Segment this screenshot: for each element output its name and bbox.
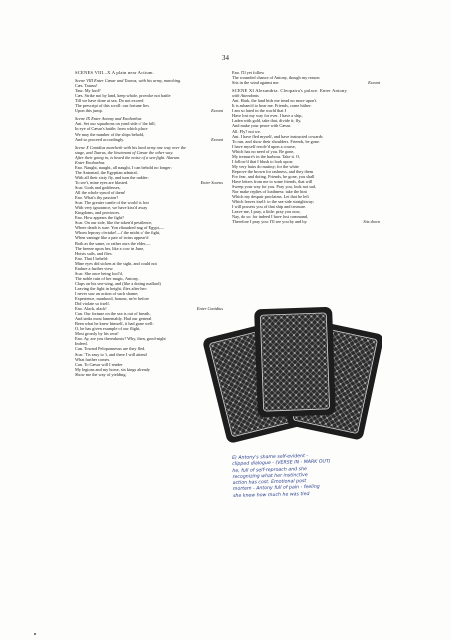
stage-cue: Exeunt xyxy=(211,136,223,142)
line-text: Till we have done at sea. Do not exceed xyxy=(75,98,144,104)
line-text: Most grossly by his own! xyxy=(75,331,119,337)
text-line xyxy=(232,80,380,85)
line-text: Sits in the wind against me. xyxy=(232,80,280,86)
line-text: Eno. That I beheld: xyxy=(75,255,109,261)
stage-cue: Exeunt xyxy=(211,108,223,114)
line-text: Reprove the brown for rashness, and they them xyxy=(232,168,314,174)
line-text: Eno. Ay, are you thereabouts? Why, then, good-night xyxy=(75,336,166,342)
line-text: Whom leprosy o'ertake!—i' the midst o' the fight, xyxy=(75,230,161,236)
line-text: Mine eyes did sicken at the sight, and could not xyxy=(75,260,157,266)
line-text: All the whole synod of them! xyxy=(75,190,126,196)
line-text: Eno. What's thy passion? xyxy=(75,195,119,201)
line-text: Sweep your way for you. Pray you, look not sad, xyxy=(232,184,317,190)
line-text: Kingdoms, and provinces. xyxy=(75,210,121,216)
line-text: What further comes. xyxy=(75,356,111,362)
line-text: Scene IX Enter Antony and Enobarbus xyxy=(75,116,142,122)
note-line: he, full of self-reproach and she xyxy=(232,466,307,474)
line-text: Did violate so itself. xyxy=(75,301,110,307)
line-text: Ant. Set our squadrons on yond side o' the hill, xyxy=(75,121,156,127)
line-text: Leaving the fight in height, flies after her: xyxy=(75,285,148,291)
line-text: My legions and my horse, six kings already xyxy=(75,366,150,372)
line-text: Eno. I'll yet follow xyxy=(232,70,265,75)
line-text: Nor make replies of loathness: take the hint xyxy=(232,189,307,195)
line-text: Scar. On our side, like the token'd pestilence, xyxy=(75,220,153,226)
line-text: Experience, manhood, honour, ne'er before xyxy=(75,296,149,302)
line-text: Scar. 'Tis easy to 't, and there I will attend xyxy=(75,351,147,357)
text-line xyxy=(232,219,380,224)
stage-cue: Enter Scarus xyxy=(200,179,223,185)
line-text: I am so lated in the world that I xyxy=(232,108,286,114)
line-text: Taur. My lord? xyxy=(75,88,101,94)
note-line: she knew how much he was tied xyxy=(232,491,310,499)
line-text: Indeed. xyxy=(75,341,88,347)
line-text: And make your peace with Cæsar. xyxy=(232,123,291,129)
line-text: We may the number of the ships behold, xyxy=(75,131,145,137)
line-text: It is asham'd to bear me. Friends, come hither: xyxy=(232,103,312,109)
line-text: Hoists sails, and flies. xyxy=(75,250,113,256)
line-text: SCENES VIII.–X A plain near Actium. xyxy=(75,70,155,75)
line-text: After their going in, is heard the noise of a sea-fight. Alarum. xyxy=(75,154,181,160)
line-text: Cæs. Strike not by land, keep whole, provoke not battle xyxy=(75,93,171,99)
line-text: with Attendants xyxy=(232,93,259,99)
line-text: Been what he knew himself, it had gone well: xyxy=(75,321,154,327)
line-text: Scar. She once being loof'd, xyxy=(75,270,123,276)
line-text: O, he has given example of our flight, xyxy=(75,326,141,332)
line-text: Cæs. Taurus! xyxy=(75,83,98,89)
playing-cards-illustration xyxy=(196,300,382,450)
line-text: The prescript of this scroll: our fortune lies xyxy=(75,103,149,109)
note-line: action has cost. Emotional post xyxy=(232,479,307,487)
line-text: The wounded chance of Antony, though my reason xyxy=(232,75,320,81)
line-text: When vantage like a pair of twins appear'd xyxy=(75,235,149,241)
scene-heading xyxy=(75,70,223,75)
line-text: Laden with gold, take that, divide it; fly, xyxy=(232,118,302,124)
right-text-column xyxy=(232,70,380,224)
line-text: Leave me, I pray, a little: pray you now, xyxy=(232,209,301,215)
line-text: Scar. Gods and goddesses, xyxy=(75,184,121,190)
line-text: Where death is sure. Yon ribaudred nag of Egypt,— xyxy=(75,225,165,231)
line-text: Both as the same, or rather ours the elder,— xyxy=(75,240,151,246)
stage-cue: Exeunt xyxy=(368,80,380,86)
line-text: For fear, and doting. Friends, be gone, you shall xyxy=(232,173,315,179)
line-text: All. Fly? not we. xyxy=(232,128,262,134)
line-text: The breeze upon her, like a cow in June, xyxy=(75,245,145,251)
line-text: And sinks most lamentably. Had our general xyxy=(75,316,152,322)
line-text: The Antoniad, the Egyptian admiral, xyxy=(75,169,138,175)
line-text: Upon this jump. xyxy=(75,108,103,114)
line-text: I follow'd that I blush to look upon: xyxy=(232,158,294,164)
text-line xyxy=(75,137,223,142)
line-text: The noble ruin of her magic, Antony, xyxy=(75,275,139,281)
line-text: Eno. How appears the fight? xyxy=(75,215,125,221)
note-line: E) Antony's shame self-evident - xyxy=(232,454,309,461)
text-line xyxy=(75,108,223,113)
card-center xyxy=(254,307,336,418)
line-text: I will possess you of that ship and treasure. xyxy=(232,204,307,210)
line-text: Therefore I pray you: I'll see you by and by. xyxy=(232,219,308,225)
line-text: Claps on his sea-wing, and (like a doting mallard) xyxy=(75,280,161,286)
handwritten-note xyxy=(232,452,398,500)
line-text: Can. Our fortune on the sea is out of breath, xyxy=(75,311,151,317)
line-text: Ant. I have fled myself, and have instructed cowards xyxy=(232,133,323,139)
line-text: Have lost my way for ever. I have a ship, xyxy=(232,113,303,119)
line-text: Scene VIII Enter Cæsar and Taurus, with his army, marching. xyxy=(75,78,182,84)
page-number: 34 xyxy=(222,54,229,62)
line-text: Eno. Naught, naught, all naught, I can behold no longer: xyxy=(75,164,172,170)
line-text: And so proceed accordingly. xyxy=(75,136,125,142)
line-text: Can. To Cæsar will I render xyxy=(75,361,123,367)
note-line: clipped dialogue - (VERSE IN - MARK OUT) xyxy=(232,459,331,468)
line-text: In eye of Cæsar's battle; from which place xyxy=(75,126,148,132)
line-text: My very hairs do mutiny; for the white xyxy=(232,163,299,169)
line-text: To see't, mine eyes are blasted. xyxy=(75,179,129,185)
line-text: My treasure's in the harbour. Take it. O, xyxy=(232,153,301,159)
line-text: Which my despair proclaims. Let that be left xyxy=(232,194,309,200)
line-text: Have letters from me to some friends, that will xyxy=(232,178,313,184)
line-text: Which has no need of you. Be gone, xyxy=(232,148,295,154)
line-text: Scar. The greater cantle of the world is lost xyxy=(75,200,149,206)
line-text: Endure a further view. xyxy=(75,265,114,271)
line-text: Scene X Canidius marcheth with his land army one way over the xyxy=(75,144,186,150)
note-line: mortem - Antony full of pain - feeling xyxy=(232,485,320,493)
line-text: Can. Toward Peloponnesus are they fled. xyxy=(75,346,146,352)
line-text: With all their sixty fly, and turn the rudder: xyxy=(75,174,149,180)
page-speck xyxy=(34,633,36,635)
line-text: I never saw an action of such shame; xyxy=(75,290,139,296)
line-text: Eno. Alack, alack! xyxy=(75,306,107,312)
line-text: Ant. Hark, the land bids me tread no more upon't. xyxy=(232,98,318,104)
line-text: Show me the way of yielding. xyxy=(75,371,127,377)
stage-cue: Sits down xyxy=(363,219,380,225)
note-line: recognizing what her instinctive xyxy=(232,472,308,480)
line-text: stage, and Taurus, the lieutenant of Cæsar the other way. xyxy=(75,149,174,155)
line-text: Which leaves itself: to the sea-side straightway; xyxy=(232,199,315,205)
line-text: With very ignorance, we have kiss'd away xyxy=(75,205,148,211)
line-text: Nay, do so: for indeed I have lost command, xyxy=(232,214,309,220)
line-text: SCENE XI Alexandria. Cleopatra's palace. Enter Antony xyxy=(232,88,348,94)
stage-cue: Enter Canidius xyxy=(196,306,223,312)
line-text: I have myself resolv'd upon a course, xyxy=(232,143,296,149)
line-text: To run, and show their shoulders. Friends, be gone. xyxy=(232,138,321,144)
line-text: Enter Enobarbus xyxy=(75,159,105,165)
